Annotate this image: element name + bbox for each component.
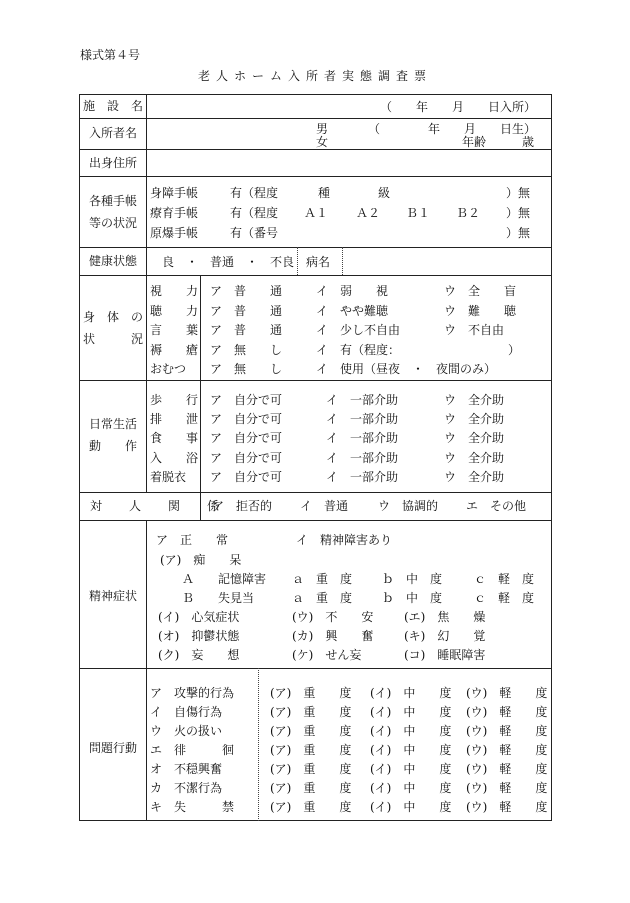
problem-item: ア 攻撃的行為 [150,686,235,700]
mental-label: 精神症状 [88,589,137,603]
origin-label: 出身住所 [88,156,137,170]
mental-symptom: (カ) 興 奮 [292,629,374,643]
problem-level: (ア) 重 度 [270,743,352,757]
problem-item: イ 自傷行為 [150,705,223,719]
daily-option: イ 一部介助 [326,450,399,465]
body-item: 褥 瘡 [150,342,199,357]
problem-level: (ア) 重 度 [270,781,352,795]
mental-severity: ｂ 中 度 [382,591,443,605]
daily-item: 歩 行 [150,393,199,407]
body-option: イ 弱 視 [316,284,389,298]
daily-option: ウ 全介助 [444,393,505,407]
daily-option: ウ 全介助 [444,469,505,484]
problem-level: (イ) 中 度 [370,762,452,776]
daily-label: 日常生活 動 作 [88,417,137,453]
daily-option: ア 自分で可 [210,431,283,446]
problem-level: (イ) 中 度 [370,705,452,719]
problem-item: ウ 火の扱い [150,724,223,738]
row-divider [79,380,552,381]
problem-level: (イ) 中 度 [370,686,452,700]
mental-dementia: (ア) 痴 呆 [160,553,242,567]
row-divider [79,118,552,119]
problems-label: 問題行動 [88,741,137,755]
label-column-divider [146,94,147,492]
body-option: ア 無 し [210,342,283,357]
body-option: イ 有（程度： [316,342,401,357]
resident-label: 入所者名 [88,126,137,140]
body-option: ウ 不自由 [444,323,505,337]
mental-severity: ａ 重 度 [292,591,353,605]
mental-symptom: (キ) 幻 覚 [404,629,486,643]
body-item-divider [200,275,201,380]
health-options: 良 ・ 普通 ・ 不良 [162,255,295,269]
problem-level: (ウ) 軽 度 [466,724,548,738]
body-item: 聴 力 [150,303,199,318]
body-item: 言 葉 [150,323,199,337]
mental-sub-item: Ｂ 失見当 [182,591,255,605]
daily-option: イ 一部介助 [326,393,399,407]
mental-severity: ｃ 軽 度 [474,572,535,586]
daily-option: イ 一部介助 [326,431,399,446]
mental-disorder: イ 精神障害あり [296,533,393,547]
problem-level: (ウ) 軽 度 [466,743,548,757]
body-option: ウ 難 聴 [444,303,517,318]
daily-option: ウ 全介助 [444,412,505,427]
daily-option: ア 自分で可 [210,469,283,484]
problem-item: オ 不穏興奮 [150,762,223,776]
health-label: 健康状態 [88,254,137,268]
body-option: ） [508,342,521,357]
row-divider [79,176,552,177]
problem-item: カ 不潔行為 [150,781,223,795]
problem-level: (ア) 重 度 [270,762,352,776]
mental-severity: ａ 重 度 [292,572,353,586]
daily-item: 食 事 [150,431,199,446]
row-divider [79,149,552,150]
mental-symptom: (ケ) せん妄 [292,648,362,662]
body-option: ウ 全 盲 [444,284,517,298]
sex-male: 男 [316,122,329,136]
mental-symptom: (オ) 抑鬱状態 [158,629,240,643]
daily-item: 排 泄 [150,412,199,427]
daily-option: イ 一部介助 [326,412,399,427]
daily-option: ウ 全介助 [444,431,505,446]
disease-label: 病名 [306,255,331,269]
form-number: 様式第４号 [80,48,141,62]
body-option: イ 少し不自由 [316,323,401,337]
sex-female: 女 [316,135,329,149]
mental-symptom: (ク) 妄 想 [158,648,240,662]
problem-level: (ウ) 軽 度 [466,800,548,814]
problem-level: (イ) 中 度 [370,800,452,814]
mental-severity: ｃ 軽 度 [474,591,535,605]
row-divider [79,275,552,276]
row-divider [79,520,552,521]
mental-severity: ｂ 中 度 [382,572,443,586]
health-divider [297,247,298,275]
daily-item-divider [200,380,201,492]
problem-level: (ウ) 軽 度 [466,781,548,795]
body-option: イ 使用（昼夜 ・ 夜間のみ） [316,362,497,376]
problem-level: (ウ) 軽 度 [466,686,548,700]
facility-label: 施 設 名 [82,99,143,113]
problem-level: (ア) 重 度 [270,800,352,814]
problem-level: (ア) 重 度 [270,724,352,738]
daily-item: 入 浴 [150,450,199,465]
body-option: イ やや難聴 [316,303,389,318]
problem-item: キ 失 禁 [150,800,235,814]
problem-divider [258,668,259,821]
mental-symptom: (イ) 心気症状 [158,610,240,624]
body-option: ア 普 通 [210,303,283,318]
admission-date: （ 年 月 日入所） [380,100,537,114]
problem-item: エ 徘 徊 [150,743,235,757]
row-divider [79,668,552,669]
row-divider [79,492,552,493]
handbook-label: 各種手帳 等の状況 [88,194,137,230]
body-option: ア 無 し [210,362,283,376]
body-item: 視 力 [150,284,199,298]
daily-option: ア 自分で可 [210,393,283,407]
mental-symptom: (コ) 睡眠障害 [404,648,486,662]
mental-sub-item: Ａ 記憶障害 [182,572,267,586]
body-item: おむつ [150,362,187,376]
mental-symptom: (エ) 焦 燥 [404,610,486,624]
problem-level: (イ) 中 度 [370,743,452,757]
body-label: 身 体 の 状 況 [82,310,143,346]
problem-level: (イ) 中 度 [370,724,452,738]
mental-normal: ア 正 常 [156,533,229,547]
body-option: ア 普 通 [210,284,283,298]
mental-symptom: (ウ) 不 安 [292,610,374,624]
relations-label: 対 人 関 係 [90,499,221,513]
daily-option: ア 自分で可 [210,450,283,465]
age: 年齢 歳 [462,135,535,149]
problem-level: (ア) 重 度 [270,686,352,700]
daily-option: イ 一部介助 [326,469,399,484]
daily-option: ウ 全介助 [444,450,505,465]
body-option: ア 普 通 [210,323,283,337]
label-column-divider [146,520,147,821]
daily-item: 着脱衣 [150,469,187,484]
birth-date: （ 年 月 日生） [368,122,537,136]
problem-level: (ウ) 軽 度 [466,705,548,719]
document-title: 老人ホーム入所者実態調査票 [197,69,432,83]
daily-option: ア 自分で可 [210,412,283,427]
problem-level: (ア) 重 度 [270,705,352,719]
row-divider [79,247,552,248]
problem-level: (イ) 中 度 [370,781,452,795]
health-divider [342,247,343,275]
problem-level: (ウ) 軽 度 [466,762,548,776]
